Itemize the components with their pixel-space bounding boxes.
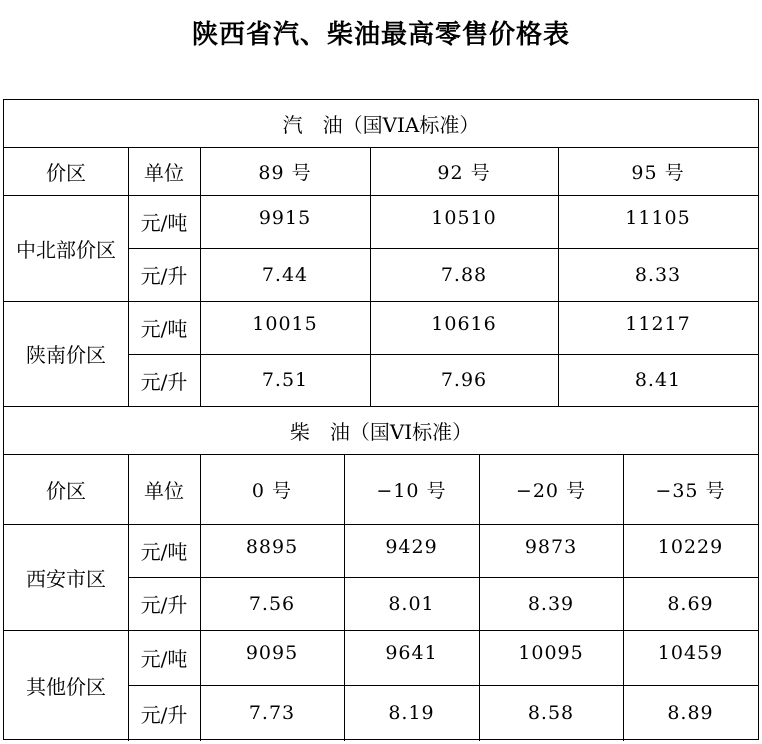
- diesel-section-header: 柴 油（国VI标准）: [289, 419, 473, 444]
- price-cell: 8.58: [527, 702, 575, 724]
- price-cell: 10229: [657, 536, 724, 558]
- price-cell: 8.01: [388, 592, 435, 615]
- region-name: 西安市区: [26, 566, 106, 591]
- region-name: 中北部价区: [16, 237, 116, 262]
- price-cell: 7.96: [440, 369, 488, 391]
- unit-label: 元/吨: [140, 647, 188, 671]
- unit-label: 元/吨: [140, 317, 188, 341]
- price-cell: 8.19: [388, 702, 435, 724]
- region-name: 陕南价区: [26, 343, 106, 367]
- diesel-grade-header: −20 号: [515, 479, 587, 502]
- price-cell: 7.88: [440, 263, 488, 286]
- region-name: 其他价区: [26, 675, 106, 699]
- price-cell: 9641: [385, 642, 438, 664]
- price-cell: 10095: [518, 642, 584, 664]
- price-cell: 11105: [625, 207, 691, 229]
- price-cell: 8.41: [634, 369, 682, 391]
- unit-label: 元/吨: [140, 211, 188, 235]
- price-cell: 7.56: [248, 592, 296, 615]
- price-cell: 9873: [524, 536, 578, 558]
- gasoline-grade-header: 89 号: [258, 161, 312, 184]
- gasoline-grade-header: 92 号: [437, 161, 491, 184]
- price-cell: 9915: [258, 207, 312, 229]
- price-cell: 10015: [252, 313, 318, 335]
- unit-label: 元/升: [140, 593, 188, 617]
- price-cell: 8895: [245, 536, 299, 558]
- price-cell: 10616: [431, 313, 497, 335]
- diesel-unit-header: 单位: [144, 478, 184, 503]
- price-cell: 10459: [657, 642, 724, 664]
- price-cell: 8.89: [667, 702, 714, 724]
- diesel-grade-header: 0 号: [251, 479, 293, 502]
- price-cell: 11217: [625, 313, 691, 335]
- unit-label: 元/升: [140, 702, 188, 727]
- unit-label: 元/升: [140, 264, 188, 288]
- price-cell: 7.73: [248, 702, 296, 724]
- unit-label: 元/吨: [140, 540, 188, 564]
- price-cell: 8.69: [667, 592, 714, 615]
- diesel-grade-header: −35 号: [655, 479, 726, 502]
- unit-label: 元/升: [140, 369, 188, 394]
- price-table: [3, 99, 759, 740]
- gasoline-unit-header: 单位: [144, 160, 184, 185]
- gasoline-region-header: 价区: [46, 160, 86, 185]
- gasoline-grade-header: 95 号: [631, 161, 685, 184]
- page-title: 陕西省汽、柴油最高零售价格表: [191, 20, 570, 50]
- diesel-region-header: 价区: [46, 478, 86, 503]
- price-cell: 8.33: [634, 263, 682, 286]
- price-cell: 7.51: [261, 369, 309, 391]
- price-cell: 9095: [245, 642, 299, 664]
- gasoline-section-header: 汽 油（国VIA标准）: [282, 113, 480, 137]
- price-cell: 8.39: [527, 592, 575, 615]
- price-cell: 10510: [431, 207, 497, 229]
- diesel-grade-header: −10 号: [376, 479, 447, 502]
- price-cell: 9429: [385, 536, 438, 558]
- price-cell: 7.44: [261, 263, 309, 286]
